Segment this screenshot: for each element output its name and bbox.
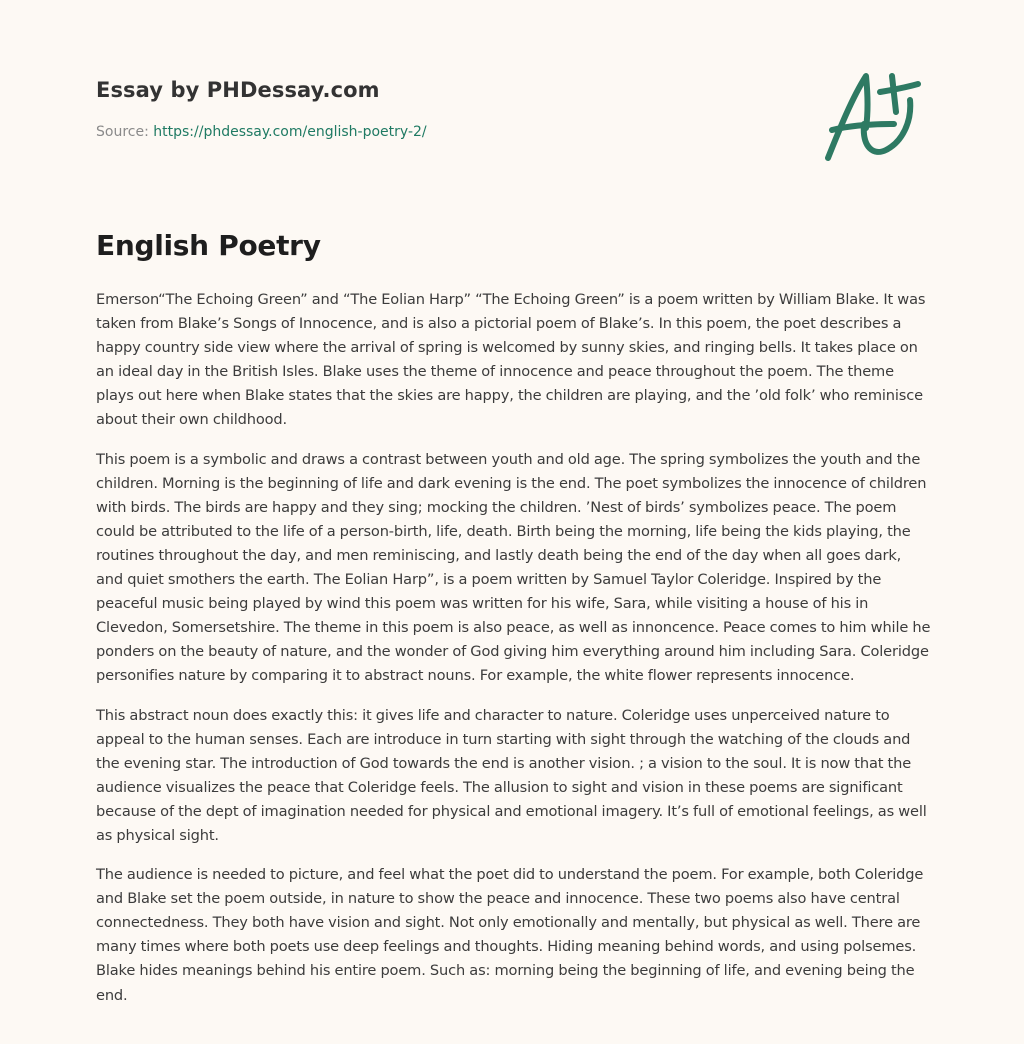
article-paragraph: This abstract noun does exactly this: it gives life and character to nature. Coleridge uses unperceived nature to appeal to the human senses. Each are introduce in turn starting with sight through the watching of the clouds and the evening star. The introduction of God towards the end is another vision. ; a vision to the soul. It is now that the audience visualizes the peace that Coleridge feels. The allusion to sight and vision in these poems are significant because of the dept of imagination needed for physical and emotional imagery. It’s full of emotional feelings, as well as physical sight. — [96, 706, 927, 844]
source-label: Source: — [96, 124, 154, 140]
site-title: Essay by PHDessay.com — [96, 78, 380, 102]
article-paragraph: This poem is a symbolic and draws a contrast between youth and old age. The spring symbolizes the youth and the children. Morning is the beginning of life and dark evening is the end. The poet symbolizes the innocence of children with birds. The birds are happy and they sing; mocking the children. ’Nest of birds’ symbolizes peace. The poem could be attributed to the life of a person-birth, life, death. Birth being the morning, life being the kids playing, the routines throughout the day, and men reminiscing, and lastly death being the end of the day when all goes dark, and quiet smothers the earth. The Eolian Harp”, is a poem written by Samuel Taylor Coleridge. Inspired by the peaceful music being played by wind this poem was written for his wife, Sara, while visiting a house of his in Clevedon, Somersetshire. The theme in this poem is also peace, as well as innoncence. Peace comes to him while he ponders on the beauty of nature, and the wonder of God giving him everything around him including Sara. Coleridge personifies nature by comparing it to abstract nouns. For example, the white flower represents innocence. — [96, 450, 931, 685]
article — [96, 224, 932, 1023]
page-header — [96, 72, 936, 142]
page-title: English Poetry — [96, 229, 321, 262]
a-plus-grade-icon — [818, 66, 930, 170]
article-paragraph: Emerson“The Echoing Green” and “The Eolian Harp” “The Echoing Green” is a poem written by William Blake. It was taken from Blake’s Songs of Innocence, and is also a pictorial poem of Blake’s. In this poem, the poet describes a happy country side view where the arrival of spring is welcomed by sunny skies, and ringing bells. It takes place on an ideal day in the British Isles. Blake uses the theme of innocence and peace throughout the poem. The theme plays out here when Blake states that the skies are happy, the children are playing, and the ’old folk’ who reminisce about their own childhood. — [96, 291, 926, 429]
source-line — [96, 122, 936, 142]
article-paragraph: The audience is needed to picture, and feel what the poet did to understand the poem. For example, both Coleridge and Blake set the poem outside, in nature to show the peace and innocence. These two poems also have central connectedness. They both have vision and sight. Not only emotionally and mentally, but physical as well. There are many times where both poets use deep feelings and thoughts. Hiding meaning behind words, and using polsemes. Blake hides meanings behind his entire poem. Such as: morning being the beginning of life, and evening being the end. — [96, 866, 924, 1004]
source-link[interactable]: https://phdessay.com/english-poetry-2/ — [153, 124, 427, 140]
